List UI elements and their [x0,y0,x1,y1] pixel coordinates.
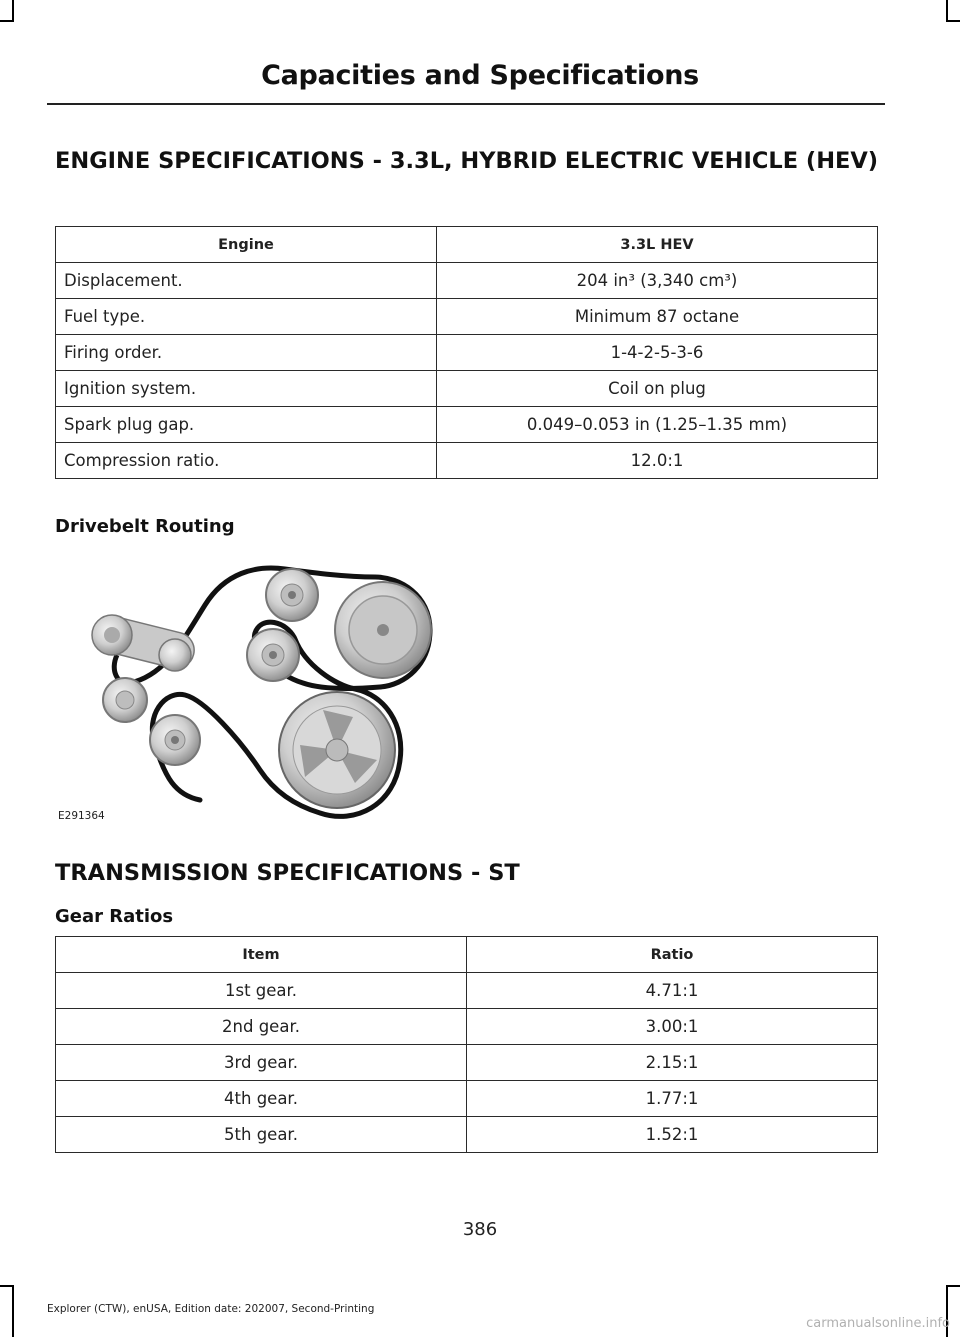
table-row [56,299,878,335]
table-cell: Fuel type. [56,299,437,335]
crop-mark [0,1285,14,1287]
table-row [56,443,878,479]
idler-pulley-bottom [150,715,200,765]
table-cell: Spark plug gap. [56,407,437,443]
table-cell: 3rd gear. [56,1045,467,1081]
table-cell: 5th gear. [56,1117,467,1153]
table-cell: 1-4-2-5-3-6 [437,335,878,371]
transmission-spec-heading: TRANSMISSION SPECIFICATIONS - ST [55,860,520,886]
table-cell: 1st gear. [56,973,467,1009]
gear-ratio-table [55,936,878,1153]
table-cell: 3.00:1 [467,1009,878,1045]
table-cell: 4th gear. [56,1081,467,1117]
drivebelt-heading: Drivebelt Routing [55,516,235,537]
watermark: carmanualsonline.info [806,1316,950,1331]
page-title: Capacities and Specifications [261,60,699,91]
table-cell: Coil on plug [437,371,878,407]
idler-pulley-left [103,678,147,722]
tensioner-assembly [92,614,198,672]
table-row [56,973,878,1009]
alternator-pulley [335,582,431,678]
table-cell: Ignition system. [56,371,437,407]
crop-mark [946,20,960,22]
table-cell: 4.71:1 [467,973,878,1009]
table-header-row [56,937,878,973]
table-row [56,371,878,407]
crop-mark [946,0,948,22]
footer-edition-info: Explorer (CTW), enUSA, Edition date: 202007, Second-Printing [47,1303,375,1315]
crop-mark [0,20,14,22]
table-cell: Displacement. [56,263,437,299]
column-header: Engine [56,227,437,263]
table-cell: 0.049–0.053 in (1.25–1.35 mm) [437,407,878,443]
table-row [56,407,878,443]
column-header: Ratio [467,937,878,973]
crop-mark [12,0,14,22]
idler-pulley-middle [247,629,299,681]
table-header-row [56,227,878,263]
crop-mark [12,1285,14,1337]
table-row [56,1081,878,1117]
page-number: 386 [462,1219,498,1240]
table-cell: 1.52:1 [467,1117,878,1153]
crankshaft-pulley [279,692,395,808]
table-cell: 2.15:1 [467,1045,878,1081]
table-cell: 2nd gear. [56,1009,467,1045]
table-cell: Minimum 87 octane [437,299,878,335]
engine-spec-table [55,226,878,479]
table-cell: 204 in³ (3,340 cm³) [437,263,878,299]
table-row [56,1045,878,1081]
table-row [56,1117,878,1153]
drivebelt-routing-diagram [55,555,435,825]
table-cell: Firing order. [56,335,437,371]
gear-ratios-heading: Gear Ratios [55,906,174,927]
table-row [56,263,878,299]
engine-spec-heading: ENGINE SPECIFICATIONS - 3.3L, HYBRID ELECTRIC VEHICLE (HEV) [55,148,879,174]
table-row [56,1009,878,1045]
column-header: Item [56,937,467,973]
idler-pulley-top [266,569,318,621]
figure-id: E291364 [58,810,105,822]
header-rule [47,103,885,105]
column-header: 3.3L HEV [437,227,878,263]
table-cell: 1.77:1 [467,1081,878,1117]
crop-mark [946,1285,960,1287]
table-cell: 12.0:1 [437,443,878,479]
table-cell: Compression ratio. [56,443,437,479]
table-row [56,335,878,371]
